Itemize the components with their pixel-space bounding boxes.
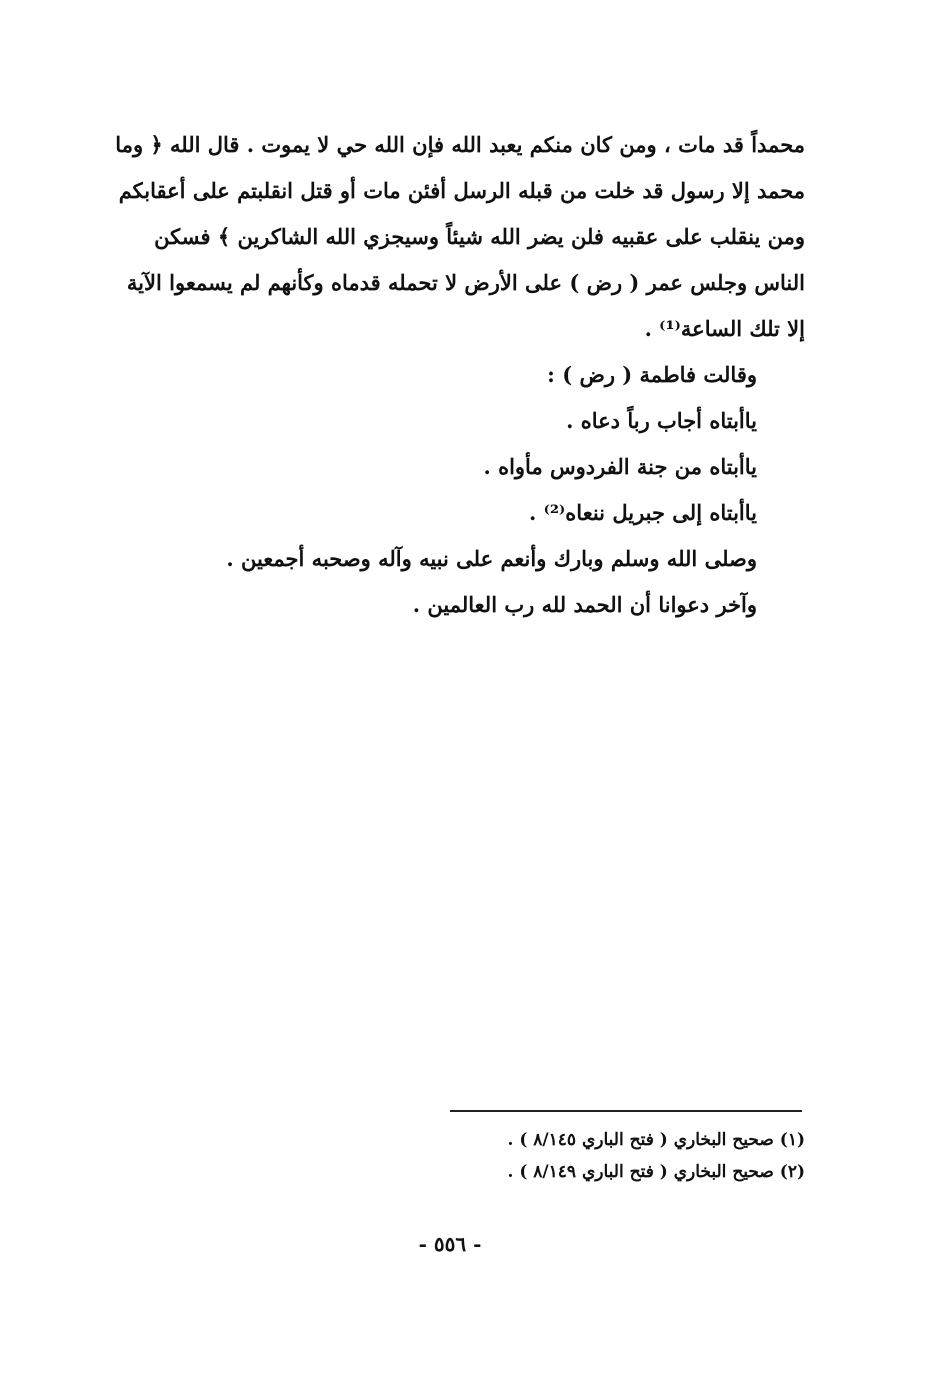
paragraph-line: إلا تلك الساعة⁽¹⁾ .: [644, 316, 805, 341]
footnote-item: (١) صحيح البخاري ( فتح الباري ٨/١٤٥ ) .: [507, 1130, 805, 1150]
main-paragraph: [90, 122, 805, 352]
text-line: وقالت فاطمة ( رض ) :: [547, 362, 757, 387]
footnote-item: (٢) صحيح البخاري ( فتح الباري ٨/١٤٩ ) .: [507, 1162, 805, 1182]
quotation-lines: [117, 352, 757, 628]
paragraph-line: الناس وجلس عمر ( رض ) على الأرض لا تحمله قدماه وكأنهم لم يسمعوا الآية: [126, 270, 805, 295]
text-line: ياأبتاه إلى جبريل ننعاه⁽²⁾ .: [528, 500, 757, 525]
paragraph-line: ومن ينقلب على عقبيه فلن يضر الله شيئاً وسيجزي الله الشاكرين ﴾ فسكن: [154, 224, 805, 249]
text-line: ياأبتاه من جنة الفردوس مأواه .: [483, 454, 757, 479]
text-line: وآخر دعوانا أن الحمد لله رب العالمين .: [412, 592, 757, 617]
paragraph-line: محمد إلا رسول قد خلت من قبله الرسل أفئن مات أو قتل انقلبتم على أعقابكم: [118, 178, 805, 203]
text-line: ياأبتاه أجاب رباً دعاه .: [566, 408, 757, 433]
page-number: - ٥٥٦ -: [418, 1232, 482, 1256]
text-line: وصلى الله وسلم وبارك وأنعم على نبيه وآله وصحبه أجمعين .: [226, 546, 757, 571]
footnotes: [285, 1124, 805, 1188]
paragraph-line: محمداً قد مات ، ومن كان منكم يعبد الله فإن الله حي لا يموت . قال الله ﴿ وما: [115, 132, 805, 157]
footnote-divider: [450, 1110, 802, 1112]
